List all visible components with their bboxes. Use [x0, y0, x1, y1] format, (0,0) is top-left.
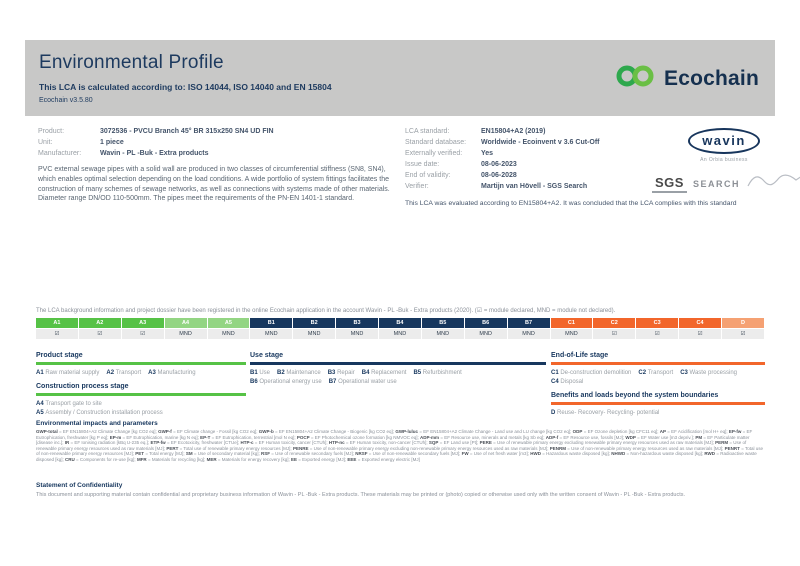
parameter-definition: = Total use of renewable primary energy resources [MJ];	[178, 445, 293, 451]
stage-heading: End-of-Life stage	[551, 352, 609, 359]
stage-line	[250, 379, 546, 385]
info-row	[405, 161, 665, 168]
stage-heading: Use stage	[250, 352, 284, 359]
parameter-definition: = EF Resource use, fossils [MJ];	[558, 434, 626, 440]
parameter-definition: = EF Particulate matter [disease inc.];	[36, 434, 750, 446]
stage-code: C1	[551, 370, 561, 376]
parameter-term: PENRM	[549, 445, 566, 451]
module-header-B7: B7	[508, 318, 550, 328]
stage-line	[551, 379, 765, 385]
module-header-C4: C4	[679, 318, 721, 328]
stage-label: Repair	[337, 370, 355, 376]
lca-info-block	[405, 128, 665, 194]
product-info-rows	[38, 128, 398, 157]
wavin-logo-subtext: An Orbia business	[700, 157, 748, 163]
stage-label: Manufacturing	[157, 370, 196, 376]
stage-label: De-construction demolition	[560, 370, 632, 376]
parameter-term: RSF	[261, 451, 271, 457]
wavin-logo	[678, 128, 770, 163]
info-row	[38, 128, 398, 135]
parameter-term: WDP	[625, 434, 636, 440]
stage-item	[148, 370, 195, 376]
parameter-definition: = Use of renewable primary energy excluding renewable primary energy resources used as raw materials [MJ];	[491, 440, 716, 446]
stage-code: B7	[328, 379, 339, 385]
ecochain-logo-text: Ecochain	[664, 66, 759, 90]
parameter-definition: = Use of net fresh water [m3];	[468, 451, 531, 457]
stage-item	[551, 410, 659, 416]
stage-heading: Construction process stage	[36, 383, 129, 390]
module-header-C3: C3	[636, 318, 678, 328]
module-status-C1: MND	[551, 329, 593, 339]
parameter-definition: = Non-hazardous waste disposed [kg];	[625, 451, 705, 457]
stage-label: Raw material supply	[45, 370, 100, 376]
module-header-A1: A1	[36, 318, 78, 328]
module-header-B2: B2	[293, 318, 335, 328]
module-header-B4: B4	[379, 318, 421, 328]
parameter-term: IR	[64, 440, 70, 446]
stage-column-use	[250, 352, 546, 392]
stage-code: C2	[638, 370, 648, 376]
lca-standard-subtitle: This LCA is calculated according to: ISO 14044, ISO 14040 and EN 15804	[39, 82, 332, 92]
stage-item	[106, 370, 141, 376]
stage-code: C3	[680, 370, 690, 376]
stage-section	[551, 352, 765, 385]
module-status-A3: ☑	[122, 329, 164, 339]
info-value: Worldwide - Ecoinvent v 3.6 Cut-Off	[481, 139, 600, 146]
info-label: Issue date:	[405, 161, 440, 168]
stage-line	[36, 401, 246, 407]
stage-item	[680, 370, 737, 376]
info-row	[405, 150, 665, 157]
stage-code: B3	[327, 370, 338, 376]
stage-heading: Product stage	[36, 352, 83, 359]
ecochain-version: Ecochain v3.5.80	[39, 97, 93, 104]
stage-item	[250, 370, 270, 376]
info-label: Manufacturer:	[38, 150, 82, 157]
info-row	[405, 128, 665, 135]
parameter-term: HWD	[530, 451, 542, 457]
parameter-definition: = Use of renewable primary energy resources used as raw materials [MJ];	[36, 440, 747, 451]
parameter-term: GWP-total	[36, 429, 58, 434]
parameter-term: EE	[291, 456, 298, 462]
stage-code: B6	[250, 379, 260, 385]
stage-code: D	[551, 410, 557, 416]
info-label: Externally verified:	[405, 150, 463, 157]
module-status-B4: MND	[379, 329, 421, 339]
parameter-definition: = EF Ozone depletion [kg CFC11 eq];	[582, 429, 660, 434]
module-status-C4: ☑	[679, 329, 721, 339]
stage-item	[413, 370, 461, 376]
parameter-term: GWP-f	[158, 429, 172, 434]
stage-section	[36, 352, 246, 376]
info-label: Standard database:	[405, 139, 467, 146]
parameter-definition: = EF Eutrophication, terrestrial [mol N eq];	[210, 434, 297, 440]
info-label: End of validity:	[405, 172, 451, 179]
parameter-term: NRSF	[355, 451, 368, 457]
parameter-definition: = Use of secondary material [kg];	[192, 451, 262, 457]
parameter-term: CRU	[65, 456, 75, 462]
stage-section	[250, 352, 546, 385]
info-value: Martijn van Hövell - SGS Search	[481, 183, 588, 190]
parameter-term: ADP-f	[545, 434, 559, 440]
parameter-term: NHWD	[611, 451, 626, 457]
stage-item	[362, 370, 407, 376]
stage-label: Waste processing	[689, 370, 737, 376]
stage-label: Reuse- Recovery- Recycling- potential	[557, 410, 660, 416]
header-band	[25, 40, 775, 116]
module-status-B3: MND	[336, 329, 378, 339]
stage-color-bar	[250, 362, 546, 365]
stage-item	[551, 370, 631, 376]
verifier-signature-icon	[746, 172, 800, 195]
parameter-term: ETP-fw	[150, 440, 166, 446]
stage-code: B5	[413, 370, 423, 376]
parameter-term: EP-m	[109, 434, 122, 440]
parameter-definition: = EF Acidification [mol H+ eq];	[666, 429, 729, 434]
stage-code: A3	[148, 370, 158, 376]
module-status-B5: MND	[422, 329, 464, 339]
stage-code: B2	[277, 370, 287, 376]
stage-item	[277, 370, 321, 376]
stage-label: Transport	[647, 370, 674, 376]
stage-label: Disposal	[560, 379, 584, 385]
stage-code: A5	[36, 410, 46, 416]
parameter-definition: = Materials for energy recovery [kg];	[216, 456, 291, 462]
parameter-definition: = EF EN15804+A2 Climate Change - Biogenic [kg CO2 eq];	[273, 429, 396, 434]
parameter-definition: = Total energy [MJ];	[144, 451, 186, 457]
parameter-term: GWP-luluc	[395, 429, 419, 434]
stage-label: Refurbishment	[422, 370, 462, 376]
module-header-A4: A4	[165, 318, 207, 328]
parameter-term: MER	[206, 456, 217, 462]
info-label: Unit:	[38, 139, 53, 146]
parameter-definition: = EF Land use [Pt];	[438, 440, 480, 446]
parameter-definition: = Use of non-renewable primary energy resources used as raw materials [MJ];	[565, 445, 725, 451]
parameter-term: PENRE	[292, 445, 309, 451]
stage-label: Operational energy use	[259, 379, 322, 385]
module-status-C3: ☑	[636, 329, 678, 339]
stage-line	[551, 370, 765, 376]
info-row	[38, 150, 398, 157]
module-status-A2: ☑	[79, 329, 121, 339]
stage-code: A1	[36, 370, 46, 376]
stage-code: B4	[361, 370, 372, 376]
parameter-definition: = EF Ecotoxicity, freshwater [CTUe];	[165, 440, 241, 446]
stage-label: Use	[259, 370, 271, 376]
module-header-B5: B5	[422, 318, 464, 328]
info-row	[405, 139, 665, 146]
stage-label: Transport gate to site	[45, 401, 102, 407]
parameter-definition: = EF Human toxicity, non-cancer [CTUh];	[344, 440, 429, 446]
parameter-term: AP	[659, 429, 667, 434]
stage-item	[551, 379, 583, 385]
module-header-D: D	[722, 318, 764, 328]
info-value: EN15804+A2 (2019)	[481, 128, 546, 135]
stage-section	[551, 392, 765, 416]
stage-color-bar	[36, 393, 246, 396]
parameter-definition: = Radioactive waste disposed [kg];	[36, 451, 757, 462]
parameter-definition: = EF EN15804+A2 Climate Change - Land use and LU change [kg CO2 eq];	[418, 429, 573, 434]
module-status-B6: MND	[465, 329, 507, 339]
parameter-term: PENRT	[724, 445, 740, 451]
parameters-heading: Environmental impacts and parameters	[36, 420, 158, 427]
stage-heading: Benefits and loads beyond the system boundaries	[551, 392, 719, 399]
parameter-definition: = EF Climate change - Fossil [kg CO2 eq];	[171, 429, 259, 434]
stage-label: Assembly / Construction installation process	[45, 410, 163, 416]
stage-item	[36, 410, 163, 416]
parameter-term: PET	[135, 451, 145, 457]
lca-info-rows	[405, 128, 665, 190]
module-status-B7: MND	[508, 329, 550, 339]
parameter-term: SM	[185, 451, 193, 457]
module-header-A3: A3	[122, 318, 164, 328]
parameter-definition: = Total use of non-renewable primary energy resources [MJ];	[36, 445, 763, 457]
stage-color-bar	[36, 362, 246, 365]
parameter-term: FW	[461, 451, 469, 457]
parameter-definition: = EF Water use [m3 depriv.];	[635, 434, 696, 440]
module-header-A2: A2	[79, 318, 121, 328]
parameter-definition: = EF Ionising radiation [kBq U-235 eq.];	[69, 440, 151, 446]
stage-code: A2	[106, 370, 116, 376]
stage-item	[328, 370, 355, 376]
stage-label: Replacement	[371, 370, 407, 376]
parameter-term: PERE	[479, 440, 492, 446]
parameter-term: PERT	[166, 445, 179, 451]
module-status-A4: MND	[165, 329, 207, 339]
module-header-B3: B3	[336, 318, 378, 328]
stage-code: A4	[36, 401, 46, 407]
confidentiality-text: This document and supporting material contain confidential and proprietary business information of Wavin - PL -Buk - Extra products. These materials may be printed or (photo) copied or otherwise used only with the written consent of Wavin - PL -Buk - Extra products.	[36, 492, 686, 498]
info-row	[38, 139, 398, 146]
ecochain-logo	[615, 62, 759, 95]
stage-label: Maintenance	[286, 370, 321, 376]
module-header-A5: A5	[208, 318, 250, 328]
parameter-term: GWP-b	[258, 429, 274, 434]
stage-code: B1	[250, 370, 260, 376]
info-row	[405, 183, 665, 190]
stage-label: Transport	[115, 370, 142, 376]
product-description: PVC external sewage pipes with a solid wall are produced in two classes of circumferential stiffness (SN8, SN4), which enables optimal selection depending on the load conditions. A wide portfolio of system fittings facilitates the construction of many schemes of sewage networks, as well as connections with systems made of other materials. Diameter range DN/OD 110-500mm. The pipes meet the requirements of the PN-EN 1401-1 standard.	[38, 166, 390, 203]
parameter-term: EP-T	[200, 434, 211, 440]
module-header-C2: C2	[593, 318, 635, 328]
module-status-D: ☑	[722, 329, 764, 339]
module-status-B1: MND	[250, 329, 292, 339]
sgs-logo-text: SGS	[652, 175, 687, 193]
module-table-intro: The LCA background information and project dossier have been registered in the online Ecochain application in the account Wavin - PL -Buk - Extra products (2020). (☑ = module declared, MND = module not declared).	[36, 308, 616, 314]
info-label: Verifier:	[405, 183, 429, 190]
parameter-definition: = EF Eutrophication, freshwater [kg P eq];	[36, 429, 753, 440]
stage-line	[36, 370, 246, 376]
info-value: 08-06-2028	[481, 172, 517, 179]
parameter-term: POCP	[296, 434, 310, 440]
parameter-definition: = Exported energy electric [MJ]	[356, 456, 420, 462]
parameter-term: EEE	[347, 456, 357, 462]
ecochain-infinity-icon	[615, 62, 657, 95]
parameters-text	[36, 429, 764, 463]
sgs-search-logo	[652, 172, 800, 195]
wavin-logo-text: wavin	[688, 128, 760, 154]
stage-code: C4	[551, 379, 561, 385]
stage-item	[36, 401, 102, 407]
module-status-C2: ☑	[593, 329, 635, 339]
stage-column-product	[36, 352, 246, 423]
stage-label: Operational water use	[338, 379, 397, 385]
stage-item	[329, 379, 397, 385]
module-status-A5: MND	[208, 329, 250, 339]
stage-line	[551, 410, 765, 416]
stage-line	[250, 370, 546, 376]
info-value: 08-06-2023	[481, 161, 517, 168]
parameter-term: ADP-mm	[420, 434, 440, 440]
info-value: 3072536 - PVCU Branch 45° BR 315x250 SN4 UD FIN	[100, 128, 274, 135]
module-header-row	[36, 318, 764, 328]
info-label: LCA standard:	[405, 128, 450, 135]
stage-item	[638, 370, 673, 376]
stage-item	[250, 379, 322, 385]
info-label: Product:	[38, 128, 65, 135]
module-status-B2: MND	[293, 329, 335, 339]
parameter-term: RWD	[704, 451, 716, 457]
evaluation-note: This LCA was evaluated according to EN15804+A2. It was concluded that the LCA complies with this standard	[405, 200, 737, 207]
product-info-block	[38, 128, 398, 161]
parameter-term: SQP	[428, 440, 439, 446]
parameter-term: HTP-c	[240, 440, 254, 446]
confidentiality-heading: Statement of Confidentiality	[36, 482, 123, 489]
parameter-definition: = EF Photochemical ozone formation [kg NMVOC eq];	[309, 434, 421, 440]
parameter-definition: = Use of non-renewable primary energy excluding non-renewable primary energy resources used as raw materials [MJ];	[308, 445, 550, 451]
parameter-definition: = Use of renewable secondary fuels [MJ];	[270, 451, 356, 457]
module-value-row	[36, 328, 764, 339]
stage-column-end-of-life	[551, 352, 765, 423]
stage-section	[36, 383, 246, 416]
stage-item	[36, 370, 99, 376]
parameter-term: MFR	[136, 456, 147, 462]
parameter-definition: = Exported energy [MJ];	[297, 456, 348, 462]
parameter-definition: = EF Resource use, minerals and metals [kg Sb eq];	[439, 434, 546, 440]
page-title: Environmental Profile	[39, 52, 224, 73]
info-value: Yes	[481, 150, 494, 157]
stage-color-bar	[551, 402, 765, 405]
parameter-term: PM	[695, 434, 703, 440]
parameter-term: HTP-nc	[328, 440, 345, 446]
module-header-B6: B6	[465, 318, 507, 328]
parameter-term: EP-fw	[728, 429, 742, 434]
parameter-definition: = Materials for recycling [kg];	[146, 456, 207, 462]
parameter-definition: = Use of non-renewable secondary fuels [MJ];	[367, 451, 462, 457]
stage-color-bar	[551, 362, 765, 365]
stage-line	[36, 410, 246, 416]
parameter-definition: = Hazardous waste disposed [kg];	[541, 451, 612, 457]
info-value: 1 piece	[100, 139, 124, 146]
parameter-term: PERM	[715, 440, 729, 446]
module-header-C1: C1	[551, 318, 593, 328]
parameter-definition: = Components for re-use [kg];	[74, 456, 137, 462]
info-value: Wavin - PL -Buk - Extra products	[100, 150, 209, 157]
module-status-A1: ☑	[36, 329, 78, 339]
parameter-definition: = EF EN15804+A2 Climate Change [kg CO2 eq];	[57, 429, 159, 434]
parameter-definition: = EF Eutrophication, marine [kg N eq];	[121, 434, 201, 440]
parameter-definition: = EF Human toxicity, cancer [CTUh];	[253, 440, 329, 446]
module-table	[36, 318, 764, 339]
info-row	[405, 172, 665, 179]
parameter-term: ODP	[572, 429, 583, 434]
module-header-B1: B1	[250, 318, 292, 328]
sgs-search-text: SEARCH	[692, 178, 740, 189]
